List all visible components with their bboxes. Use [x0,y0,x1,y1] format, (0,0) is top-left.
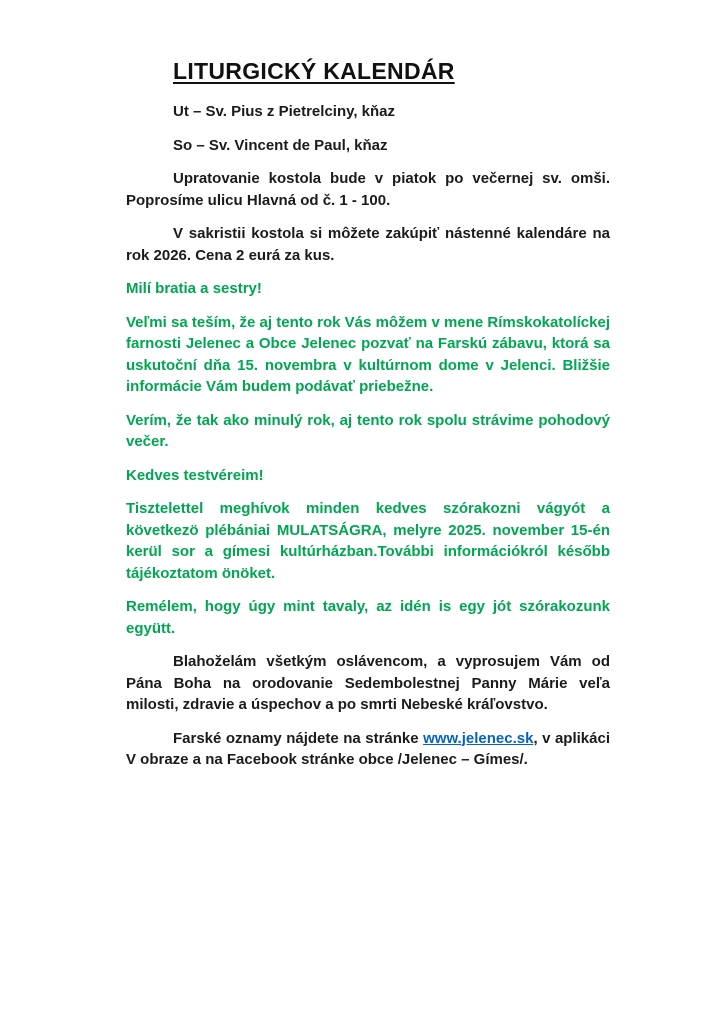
invitation-hungarian-paragraph: Tisztelettel meghívok minden kedves szórakozni vágyót a következö plébániai MULATSÁGRA, melyre 2025. november 15-én kerül sor a gímesi kultúrházban.További információkról később tájékoztatom önöket. [126,500,610,582]
liturgical-entry-tuesday: Ut – Sv. Pius z Pietrelciny, kňaz [173,103,396,120]
invitation-hungarian-closing: Remélem, hogy úgy mint tavaly, az idén is egy jót szórakozunk együtt. [126,598,610,637]
web-notice-paragraph [126,728,610,771]
salutation-hungarian: Kedves testvéreim! [126,466,264,484]
liturgical-entry-saturday: So – Sv. Vincent de Paul, kňaz [173,136,388,154]
invitation-slovak-closing: Verím, že tak ako minulý rok, aj tento rok spolu strávime pohodový večer. [126,411,610,450]
invitation-slovak-paragraph: Veľmi sa teším, že aj tento rok Vás môžem v mene Rímskokatolíckej farnosti Jelenec a Obce Jelenec pozvať na Farskú zábavu, ktorá sa uskutoční dňa 15. novembra v kultúrnom dome v Jelenci. Bližšie informácie Vám budem podávať priebežne. [126,313,610,395]
announcement-calendars-sale: V sakristii kostola si môžete zakúpiť nástenné kalendáre na rok 2026. Cena 2 eurá za kus. [126,225,610,264]
web-notice-text-before: Farské oznamy nájdete na stránke [173,729,424,747]
salutation-slovak: Milí bratia a sestry! [126,280,262,297]
jelenec-website-link[interactable]: www.jelenec.sk [423,729,534,747]
congratulation-paragraph: Blahoželám všetkým oslávencom, a vyprosujem Vám od Pána Boha na orodovanie Sedembolestnej Panny Márie veľa milosti, zdravie a úspechov a po smrti Nebeské kráľovstvo. [126,653,610,713]
web-notice-text-after: , v aplikáci V obraze a na Facebook stránke obce /Jelenec – Gímes/. [126,729,610,768]
announcement-church-cleaning: Upratovanie kostola bude v piatok po večernej sv. omši. Poprosíme ulicu Hlavná od č. 1 - 100. [126,170,610,209]
page-title: LITURGICKÝ KALENDÁR [173,58,455,84]
